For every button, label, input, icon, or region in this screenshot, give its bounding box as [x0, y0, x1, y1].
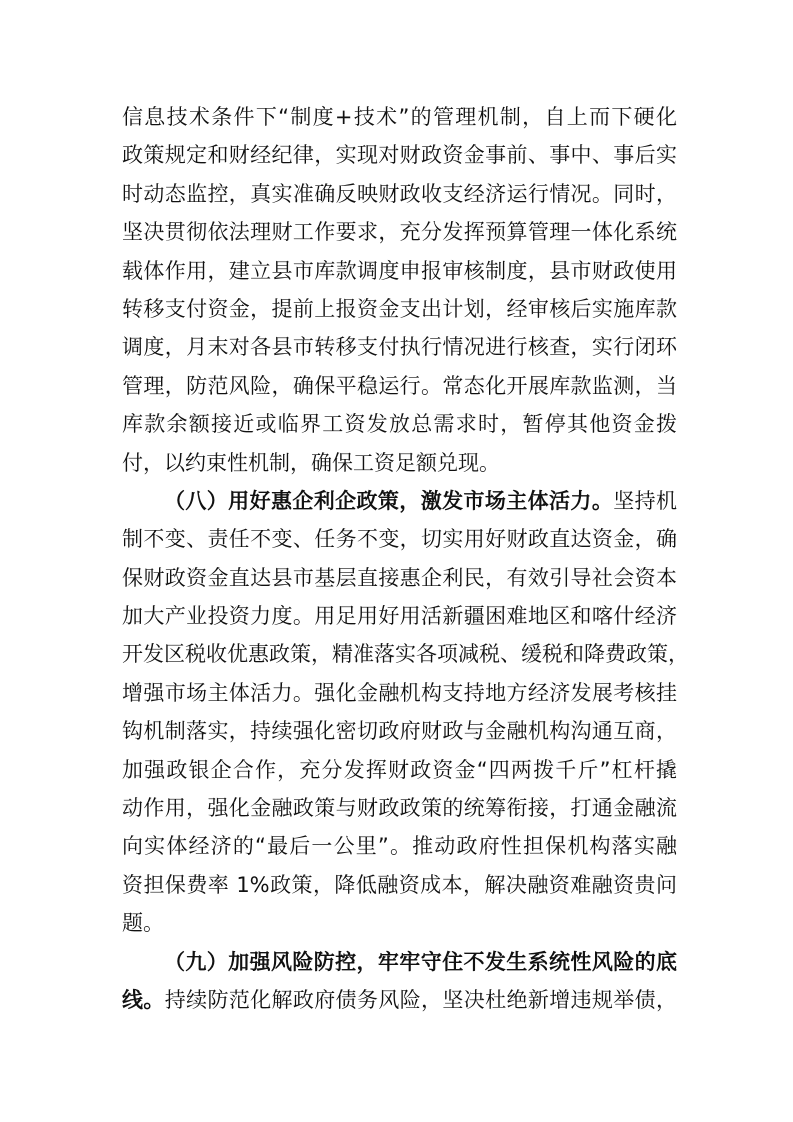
paragraph-1-line: 付，以约束性机制，确保工资足额兑现。 — [122, 450, 500, 475]
paragraph-1-line: 载体作用，建立县市库款调度申报审核制度，县市财政使用 — [122, 258, 677, 283]
paragraph-2-line: 加强政银企合作，充分发挥财政资金“四两拨千斤”杠杆撬 — [122, 757, 677, 782]
paragraph-2-first-line-rest: 坚持机 — [613, 488, 678, 513]
paragraph-2-line: 开发区税收优惠政策，精准落实各项减税、缓税和降费政策， — [122, 642, 689, 667]
paragraph-1-line: 调度，月末对各县市转移支付执行情况进行核查，实行闭环 — [122, 335, 677, 360]
body-text — [122, 98, 689, 1019]
paragraph-3-line-2 — [122, 981, 677, 1019]
paragraph-2-line: 资担保费率 1%政策，降低融资成本，解决融资难融资贵问 — [122, 872, 677, 897]
paragraph-1-line: 库款余额接近或临界工资发放总需求时，暂停其他资金拨 — [122, 412, 677, 437]
paragraph-2-line: 制不变、责任不变、任务不变，切实用好财政直达资金，确 — [122, 527, 677, 552]
section-9-heading-line-1: （九）加强风险防控，牢牢守住不发生系统性风险的底 — [164, 949, 677, 974]
paragraph-1-line: 信息技术条件下“制度+技术”的管理机制，自上而下硬化 — [122, 105, 677, 129]
paragraph-1-line: 转移支付资金，提前上报资金支出计划，经审核后实施库款 — [122, 296, 677, 321]
paragraph-1-line: 政策规定和财经纪律，实现对财政资金事前、事中、事后实 — [122, 143, 677, 168]
paragraph-2-line: 保财政资金直达县市基层直接惠企利民，有效引导社会资本 — [122, 565, 677, 590]
section-8-heading: （八）用好惠企利企政策，激发市场主体活力。 — [164, 488, 614, 513]
paragraph-2-line: 增强市场主体活力。强化金融机构支持地方经济发展考核挂 — [122, 680, 677, 705]
paragraph-1-line: 时动态监控，真实准确反映财政收支经济运行情况。同时， — [122, 181, 677, 206]
section-9-heading-line-2: 线。 — [122, 987, 165, 1012]
paragraph-2-line: 向实体经济的“最后一公里”。推动政府性担保机构落实融 — [122, 834, 677, 859]
paragraph-1-line: 管理，防范风险，确保平稳运行。常态化开展库款监测，当 — [122, 373, 677, 398]
paragraph-2-first-line — [122, 482, 677, 520]
paragraph-3-line-2-rest: 持续防范化解政府债务风险，坚决杜绝新增违规举债， — [164, 987, 678, 1012]
paragraph-2-line: 加大产业投资力度。用足用好用活新疆困难地区和喀什经济 — [122, 604, 677, 629]
paragraph-2-line: 题。 — [122, 911, 164, 936]
paragraph-2-line: 动作用，强化金融政策与财政政策的统筹衔接，打通金融流 — [122, 796, 677, 821]
paragraph-1-line: 坚决贯彻依法理财工作要求，充分发挥预算管理一体化系统 — [122, 220, 677, 245]
paragraph-2-line: 钩机制落实，持续强化密切政府财政与金融机构沟通互商， — [122, 719, 677, 744]
